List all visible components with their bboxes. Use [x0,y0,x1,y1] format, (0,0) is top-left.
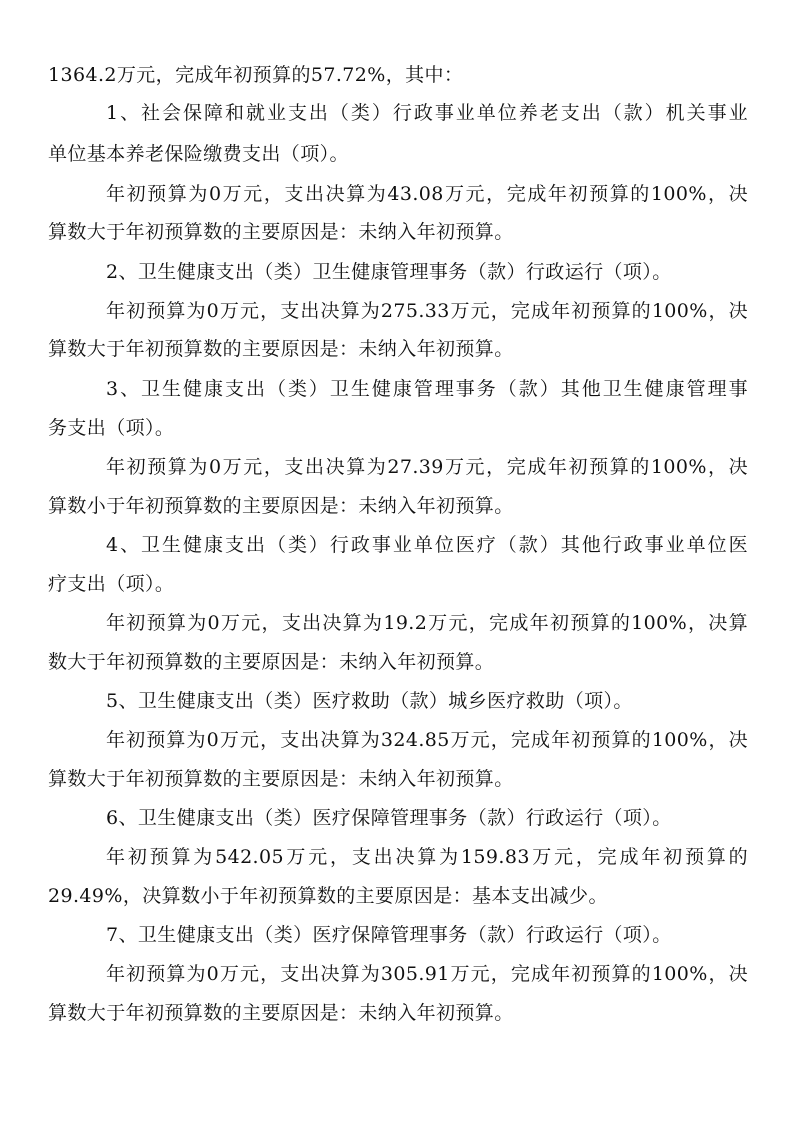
item-6-heading: 6、卫生健康支出（类）医疗保障管理事务（款）行政运行（项）。 [106,807,672,829]
item-4-detail-cont: 数大于年初预算数的主要原因是：未纳入年初预算。 [48,651,495,673]
item-5-detail: 年初预算为0万元，支出决算为324.85万元，完成年初预算的100%，决 [106,729,748,751]
item-3-heading-cont: 务支出（项）。 [48,417,175,439]
item-3-detail: 年初预算为0万元，支出决算为27.39万元，完成年初预算的100%，决 [106,456,748,478]
item-3-heading: 3、卫生健康支出（类）卫生健康管理事务（款）其他卫生健康管理事 [106,378,748,400]
item-1-detail: 年初预算为0万元，支出决算为43.08万元，完成年初预算的100%，决 [106,183,748,205]
item-7-detail: 年初预算为0万元，支出决算为305.91万元，完成年初预算的100%，决 [106,963,748,985]
item-4-heading-cont: 疗支出（项）。 [48,573,175,595]
item-6-detail: 年初预算为542.05万元，支出决算为159.83万元，完成年初预算的 [106,846,748,868]
item-4-detail: 年初预算为0万元，支出决算为19.2万元，完成年初预算的100%，决算 [106,612,748,634]
item-1-detail-cont: 算数大于年初预算数的主要原因是：未纳入年初预算。 [48,221,514,243]
item-1-heading-cont: 单位基本养老保险缴费支出（项）。 [48,143,349,165]
item-6-detail-cont: 29.49%，决算数小于年初预算数的主要原因是：基本支出减少。 [48,885,608,907]
item-2-detail: 年初预算为0万元，支出决算为275.33万元，完成年初预算的100%，决 [106,300,748,322]
item-7-heading: 7、卫生健康支出（类）医疗保障管理事务（款）行政运行（项）。 [106,924,672,946]
item-2-detail-cont: 算数大于年初预算数的主要原因是：未纳入年初预算。 [48,338,514,360]
item-1-heading: 1、社会保障和就业支出（类）行政事业单位养老支出（款）机关事业 [106,102,748,124]
item-5-detail-cont: 算数大于年初预算数的主要原因是：未纳入年初预算。 [48,768,514,790]
item-7-detail-cont: 算数大于年初预算数的主要原因是：未纳入年初预算。 [48,1002,514,1024]
item-2-heading: 2、卫生健康支出（类）卫生健康管理事务（款）行政运行（项）。 [106,261,672,283]
item-3-detail-cont: 算数小于年初预算数的主要原因是：未纳入年初预算。 [48,495,514,517]
item-4-heading: 4、卫生健康支出（类）行政事业单位医疗（款）其他行政事业单位医 [106,534,748,556]
text-line-continuation: 1364.2万元，完成年初预算的57.72%，其中： [48,64,464,86]
item-5-heading: 5、卫生健康支出（类）医疗救助（款）城乡医疗救助（项）。 [106,690,633,712]
